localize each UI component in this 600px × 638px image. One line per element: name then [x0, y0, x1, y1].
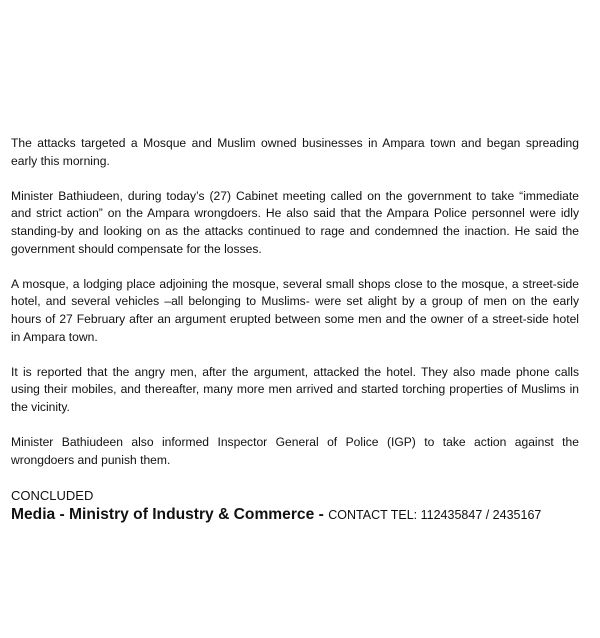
contact-phone: CONTACT TEL: 112435847 / 2435167	[328, 507, 542, 522]
paragraph-angry-men: It is reported that the angry men, after the argument, attacked the hotel. They also made phone calls using their mobiles, and thereafter, many more men arrived and started torching properties of Muslims in the vicinity.	[11, 364, 579, 414]
paragraph-igp: Minister Bathiudeen also informed Inspector General of Police (IGP) to take action against the wrongdoers and punish them.	[11, 435, 579, 467]
concluded-label: CONCLUDED	[11, 487, 94, 503]
paragraph-attacks: The attacks targeted a Mosque and Muslim owned businesses in Ampara town and began spreading early this morning.	[11, 136, 579, 168]
press-release	[11, 135, 579, 524]
organization-name: Media - Ministry of Industry & Commerce -	[11, 505, 324, 523]
paragraph-cabinet-meeting: Minister Bathiudeen, during today’s (27) Cabinet meeting called on the government to take “immediate and strict action” on the Ampara wrongdoers. He also said that the Ampara Police personnel were idly standing-by and looking on as the attacks continued to rage and condemned the inaction. He said the government should compensate for the losses.	[11, 188, 579, 256]
footer-line	[11, 506, 579, 524]
paragraph-mosque-fire: A mosque, a lodging place adjoining the mosque, several small shops close to the mosque, a street-side hotel, and several vehicles –all belonging to Muslims- were set alight by a group of men on the early hours of 27 February after an argument erupted between some men and the owner of a street-side hotel in Ampara town.	[11, 276, 579, 344]
